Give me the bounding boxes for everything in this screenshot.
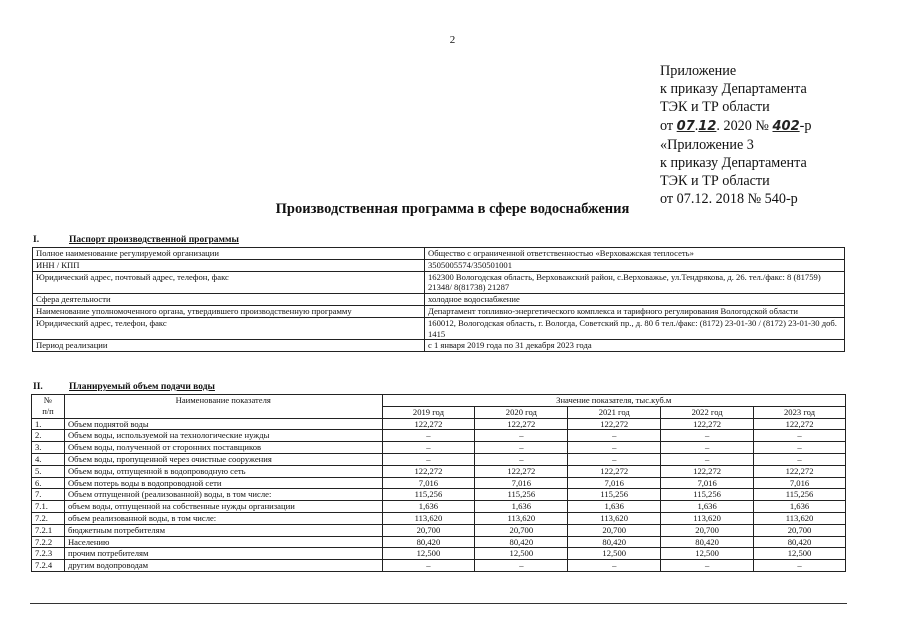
table-row [32, 548, 846, 560]
row-indicator: Объем воды, отпущенной в водопроводную сеть [64, 465, 382, 477]
header-number [32, 395, 65, 419]
appendix-block [660, 62, 900, 209]
row-number: 4. [32, 453, 65, 465]
row-value: 12,500 [568, 548, 661, 560]
row-value: 12,500 [754, 548, 846, 560]
passport-label: Сфера деятельности [33, 294, 425, 306]
table-row [32, 430, 846, 442]
row-value: 122,272 [661, 465, 754, 477]
row-indicator: Объем поднятой воды [64, 418, 382, 430]
row-value: 115,256 [475, 489, 568, 501]
table-row [32, 477, 846, 489]
row-value: 113,620 [475, 512, 568, 524]
table-row [32, 560, 846, 572]
row-number: 3. [32, 442, 65, 454]
row-indicator: объем воды, отпущенной на собственные нужды организации [64, 501, 382, 513]
document-title: Производственная программа в сфере водоснабжения [275, 201, 630, 217]
row-value: 1,636 [475, 501, 568, 513]
appendix-line: «Приложение 3 [660, 136, 754, 153]
water-volume-table [31, 394, 846, 572]
row-value: 115,256 [754, 489, 846, 501]
row-indicator: прочим потребителям [64, 548, 382, 560]
row-number: 7.2.3 [32, 548, 65, 560]
row-value: 113,620 [754, 512, 846, 524]
row-value: – [475, 453, 568, 465]
passport-value: 160012, Вологодская область, г. Вологда, Советский пр., д. 80 б тел./факс: (8172) 23-01-30 / (8172) 23-01-30 доб. 1415 [425, 317, 845, 340]
row-value: 115,256 [661, 489, 754, 501]
row-number: 2. [32, 430, 65, 442]
row-value: 115,256 [568, 489, 661, 501]
passport-label: Наименование уполномоченного органа, утвердившего производственную программу [33, 305, 425, 317]
row-value: – [382, 442, 475, 454]
row-indicator: Объем воды, полученной от сторонних поставщиков [64, 442, 382, 454]
row-value: 1,636 [661, 501, 754, 513]
row-value: 20,700 [661, 524, 754, 536]
section-number: I. [33, 235, 40, 245]
row-value: 122,272 [754, 465, 846, 477]
row-value: – [661, 560, 754, 572]
row-value: 113,620 [382, 512, 475, 524]
header-number-line: № [43, 395, 53, 405]
row-value: 80,420 [382, 536, 475, 548]
row-indicator: другим водопроводам [64, 560, 382, 572]
page-number: 2 [449, 34, 456, 46]
header-year: 2019 год [382, 406, 475, 418]
row-value: 20,700 [382, 524, 475, 536]
passport-value: 3505005574/350501001 [425, 259, 845, 271]
row-value: 113,620 [661, 512, 754, 524]
row-value: – [475, 560, 568, 572]
row-number: 6. [32, 477, 65, 489]
table-row [32, 524, 846, 536]
row-value: 122,272 [568, 418, 661, 430]
header-year: 2022 год [661, 406, 754, 418]
footer-divider [30, 603, 847, 604]
passport-value: Общество с ограниченной ответственностью «Верховажская теплосеть» [425, 248, 845, 260]
passport-label: Период реализации [33, 340, 425, 352]
row-indicator: Объем воды, пропущенной через очистные сооружения [64, 453, 382, 465]
row-value: 122,272 [382, 465, 475, 477]
row-value: 122,272 [754, 418, 846, 430]
passport-label: ИНН / КПП [33, 259, 425, 271]
row-value: – [661, 430, 754, 442]
row-value: 12,500 [382, 548, 475, 560]
row-value: 12,500 [661, 548, 754, 560]
appendix-line: ТЭК и ТР области [660, 99, 770, 116]
row-value: 115,256 [382, 489, 475, 501]
row-value: 12,500 [475, 548, 568, 560]
row-value: 7,016 [661, 477, 754, 489]
row-value: – [568, 430, 661, 442]
header-year: 2023 год [754, 406, 846, 418]
passport-table [32, 247, 845, 352]
section-title: Паспорт производственной программы [69, 235, 239, 245]
appendix-line: к приказу Департамента [660, 155, 807, 172]
row-indicator: объем реализованной воды, в том числе: [64, 512, 382, 524]
appendix-line: Приложение [660, 63, 737, 79]
row-value: – [382, 453, 475, 465]
appendix-line: ТЭК и ТР области [660, 173, 770, 190]
row-value: 20,700 [568, 524, 661, 536]
passport-value: холодное водоснабжение [425, 294, 845, 306]
order-year: . 2020 № [716, 117, 769, 134]
row-value: – [475, 442, 568, 454]
passport-row [33, 259, 845, 271]
row-number: 7.2.4 [32, 560, 65, 572]
row-number: 7.2.2 [32, 536, 65, 548]
row-value: 20,700 [754, 524, 846, 536]
row-number: 5. [32, 465, 65, 477]
row-value: 20,700 [475, 524, 568, 536]
row-value: – [568, 442, 661, 454]
row-value: 122,272 [475, 465, 568, 477]
row-number: 7.2.1 [32, 524, 65, 536]
passport-value: Департамент топливно-энергетического комплекса и тарифного регулирования Вологодской области [425, 305, 845, 317]
row-indicator: Объем потерь воды в водопроводной сети [64, 477, 382, 489]
row-number: 7.2. [32, 512, 65, 524]
row-value: – [568, 453, 661, 465]
passport-row [33, 294, 845, 306]
table-row [32, 489, 846, 501]
table-row [32, 512, 846, 524]
section-heading [33, 235, 239, 245]
table-row [32, 501, 846, 513]
passport-row [33, 317, 845, 340]
row-value: – [754, 442, 846, 454]
table-row [32, 465, 846, 477]
appendix-line: от 07.12. 2018 № 540-р [660, 191, 798, 208]
order-month: 12 [698, 118, 717, 134]
order-day: 07 [676, 118, 695, 134]
passport-label: Полное наименование регулируемой организации [33, 248, 425, 260]
row-value: 80,420 [568, 536, 661, 548]
row-value: 1,636 [754, 501, 846, 513]
row-value: 1,636 [568, 501, 661, 513]
header-year: 2020 год [475, 406, 568, 418]
row-number: 7.1. [32, 501, 65, 513]
passport-value: с 1 января 2019 года по 31 декабря 2023 года [425, 340, 845, 352]
row-value: 7,016 [475, 477, 568, 489]
order-prefix: от [660, 117, 674, 134]
row-value: 122,272 [382, 418, 475, 430]
row-value: 122,272 [661, 418, 754, 430]
passport-label: Юридический адрес, телефон, факс [33, 317, 425, 340]
row-value: – [475, 430, 568, 442]
row-indicator: Объем воды, используемой на технологические нужды [64, 430, 382, 442]
row-value: – [568, 560, 661, 572]
passport-row [33, 340, 845, 352]
row-value: 80,420 [475, 536, 568, 548]
row-value: 7,016 [754, 477, 846, 489]
table-row [32, 536, 846, 548]
appendix-order-line: от 07.12. 2020 № 402-р [660, 117, 812, 134]
header-indicator: Наименование показателя [64, 395, 382, 419]
order-suffix: -р [799, 117, 812, 134]
row-value: – [754, 430, 846, 442]
header-number-line: п/п [42, 405, 54, 416]
row-value: – [754, 560, 846, 572]
row-value: 80,420 [661, 536, 754, 548]
passport-row [33, 248, 845, 260]
row-value: 1,636 [382, 501, 475, 513]
section-title: Планируемый объем подачи воды [69, 382, 215, 392]
row-value: – [754, 453, 846, 465]
order-number: 402 [772, 118, 800, 134]
passport-row [33, 305, 845, 317]
row-value: – [382, 430, 475, 442]
row-indicator: Населению [64, 536, 382, 548]
row-value: 122,272 [568, 465, 661, 477]
passport-row [33, 271, 845, 294]
appendix-line: к приказу Департамента [660, 81, 807, 98]
header-values: Значение показателя, тыс.куб.м [382, 395, 846, 407]
section-number: II. [33, 382, 43, 392]
row-number: 1. [32, 418, 65, 430]
row-value: – [382, 560, 475, 572]
row-indicator: Объем отпущенной (реализованной) воды, в том числе: [64, 489, 382, 501]
header-year: 2021 год [568, 406, 661, 418]
row-value: 113,620 [568, 512, 661, 524]
passport-label: Юридический адрес, почтовый адрес, телефон, факс [33, 271, 425, 294]
passport-value: 162300 Вологодская область, Верховажский район, с.Верховажье, ул.Тендрякова, д. 26. тел./факс: 8 (81759) 21348/ 8(81738) 21287 [425, 271, 845, 294]
table-row [32, 442, 846, 454]
section-heading [33, 382, 215, 392]
table-row [32, 418, 846, 430]
row-value: 7,016 [568, 477, 661, 489]
table-row [32, 453, 846, 465]
row-number: 7. [32, 489, 65, 501]
row-value: 122,272 [475, 418, 568, 430]
row-value: – [661, 453, 754, 465]
row-value: – [661, 442, 754, 454]
row-value: 80,420 [754, 536, 846, 548]
row-value: 7,016 [382, 477, 475, 489]
row-indicator: бюджетным потребителям [64, 524, 382, 536]
